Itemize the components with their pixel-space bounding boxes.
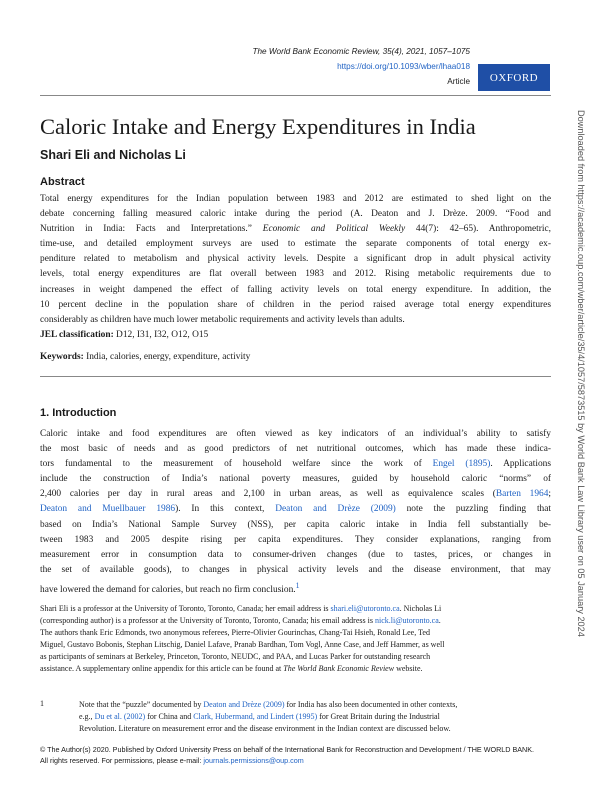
permissions-text: All rights reserved. For permissions, please e-mail:: [40, 756, 204, 765]
text-segment: . Nicholas Li: [399, 604, 442, 613]
text-segment: (corresponding author) is a professor at the University of Toronto, Toronto, Canada; his email address is: [40, 616, 375, 625]
oxford-logo: OXFORD: [478, 64, 550, 91]
article-type: Article: [447, 77, 470, 86]
citation-link[interactable]: Clark, Hubermand, and Lindert (1995): [193, 712, 318, 721]
citation-link[interactable]: Engel (1895): [432, 459, 491, 470]
text-segment: 44(7): 42–65). Anthropometric,: [405, 224, 551, 235]
introduction-line: [40, 533, 551, 548]
italic-text: Economic and Political Weekly: [262, 224, 406, 235]
text-segment: for India has also been documented in other contexts,: [284, 700, 458, 709]
text-segment: as participants of seminars at Berkeley, Princeton, Toronto, NEUDC, and PAA, and Lucas Parker for outstanding research: [40, 652, 431, 661]
copyright: [40, 744, 551, 766]
citation-link[interactable]: Deaton and Drèze (2009): [203, 700, 285, 709]
text-segment: .: [438, 616, 441, 625]
abstract-line: [40, 222, 551, 237]
author-note-line: [40, 627, 551, 639]
authors: Shari Eli and Nicholas Li: [40, 148, 186, 162]
text-segment: The authors thank Eric Edmonds, two anonymous referees, Pierre-Olivier Gourinchas, Chang-Tai Hsieh, Ronald Lee, Ted: [40, 628, 430, 637]
text-segment: 2,400 calories per day in rural areas and 2,100 in urban areas, as well as equivalence scales (: [40, 489, 496, 500]
text-segment: Revolution. Literature on measurement error and the disease environment in the Indian context are discussed below.: [79, 724, 451, 733]
footnote-text: [79, 699, 551, 735]
text-segment: ). In this context,: [175, 504, 276, 515]
footnote-line: [79, 723, 551, 735]
text-segment: e.g.,: [79, 712, 95, 721]
introduction-line: [40, 578, 551, 596]
abstract-heading: Abstract: [40, 176, 85, 188]
text-segment: tors fundamental to the measurement of household welfare since the work of: [40, 459, 433, 470]
introduction-line: [40, 457, 551, 472]
citation-link[interactable]: Deaton and Drèze (2009): [275, 504, 396, 515]
text-segment: ;: [548, 489, 552, 500]
text-segment: include the construction of India’s national poverty measures, guided by household caloric “norms” of: [40, 474, 551, 485]
abstract-divider: [40, 376, 551, 377]
abstract-text: [40, 192, 551, 328]
citation-link[interactable]: shari.eli@utoronto.ca: [330, 604, 400, 613]
header-divider: [40, 95, 551, 96]
citation-link[interactable]: Deaton and Muellbauer 1986: [40, 504, 176, 515]
footnote-number: 1: [40, 699, 44, 708]
author-note-line: [40, 639, 551, 651]
keywords-label: Keywords:: [40, 352, 84, 362]
author-note-line: [40, 651, 551, 663]
permissions-email-link[interactable]: journals.permissions@oup.com: [203, 756, 304, 765]
text-segment: measurement error in consumption data to consumer-driven changes (due to tastes, prices, or changes in: [40, 549, 551, 560]
permissions-line: [40, 755, 551, 766]
jel-classification: [40, 330, 208, 340]
abstract-line: Total energy expenditures for the Indian population between 1983 and 2012 are estimated to shed light on the: [40, 194, 551, 204]
keywords-value: India, calories, energy, expenditure, activity: [83, 352, 251, 362]
text-segment: Shari Eli is a professor at the University of Toronto, Toronto, Canada; her email address is: [40, 604, 331, 613]
introduction-line: [40, 487, 551, 502]
introduction-line: [40, 563, 551, 578]
text-segment: Caloric intake and food expenditures are often viewed as key indicators of an individual’s ability to satisfy: [40, 429, 551, 439]
text-segment: for Great Britain during the Industrial: [317, 712, 440, 721]
text-segment: for China and: [145, 712, 194, 721]
download-note: Downloaded from https://academic.oup.com/wber/article/35/4/1057/5873515 by World Bank Law Library user on 05 January 2024: [576, 110, 586, 637]
text-segment: website.: [394, 664, 423, 673]
footnote-line: [79, 699, 551, 711]
text-segment: based on India’s National Sample Survey (NSS), per capita caloric intake in India fell substantially be-: [40, 519, 551, 530]
text-segment: the set of available goods), to changes in physical activity levels and the disease environment, that may: [40, 564, 551, 575]
abstract-line: levels, total energy expenditures are flat overall between 1983 and 2012. Rising metabolic requirements due to: [40, 269, 551, 280]
text-segment: Note that the “puzzle” documented by: [79, 700, 204, 709]
copyright-line: © The Author(s) 2020. Published by Oxford University Press on behalf of the International Bank for Reconstruction and Development / THE WORLD BANK.: [40, 745, 535, 754]
author-note-line: [40, 663, 551, 675]
abstract-line: penditure related to metabolism and physical activity levels. Despite a significant drop in adult physical activity: [40, 254, 551, 265]
footnote-line: [79, 711, 551, 723]
page-title: Caloric Intake and Energy Expenditures in India: [40, 114, 476, 139]
text-segment: note the puzzling finding that: [395, 504, 551, 515]
text-segment: the most basic of needs and as good predictors of net nutritional outcomes, which has made these indica-: [40, 444, 551, 455]
citation-link[interactable]: Barten 1964: [495, 489, 549, 500]
author-note-line: [40, 615, 551, 627]
journal-header: [252, 44, 470, 89]
introduction-line: [40, 518, 551, 533]
text-segment: have lowered the demand for calories, but reach no firm conclusion.: [40, 585, 296, 596]
introduction-heading: 1. Introduction: [40, 407, 117, 419]
text-segment: assistance. A supplementary online appendix for this article can be found at: [40, 664, 284, 673]
text-segment: tween 1983 and 2005 despite rising per capita expenditures. They consider explanations, ranging from: [40, 534, 551, 545]
journal-citation: The World Bank Economic Review, 35(4), 2021, 1057–1075: [252, 47, 470, 56]
text-segment: Nutrition in India: Facts and Interpretations.”: [40, 224, 263, 235]
text-segment: . Applications: [490, 459, 551, 470]
introduction-line: [40, 502, 551, 517]
introduction-text: [40, 427, 552, 596]
doi-link[interactable]: https://doi.org/10.1093/wber/lhaa018: [337, 62, 470, 71]
introduction-line: [40, 472, 551, 487]
introduction-line: [40, 548, 551, 563]
citation-link[interactable]: nick.li@utoronto.ca: [374, 616, 439, 625]
introduction-line: [40, 427, 551, 442]
introduction-line: [40, 442, 551, 457]
abstract-line: debate concerning falling measured caloric intake during the period (A. Deaton and J. Drèze. 2009. “Food and: [40, 209, 551, 220]
italic-text: The World Bank Economic Review: [283, 664, 395, 673]
text-segment: Miguel, Gustavo Bobonis, Stephan Litschig, Daniel Lafave, Pranab Bardhan, Tom Vogl, Anne Case, and Jeff Hammer, as well: [40, 640, 445, 649]
citation-link[interactable]: Du et al. (2002): [94, 712, 146, 721]
author-note-line: [40, 603, 551, 615]
abstract-line: 10 percent decline in the population share of children in the period raised average total energy expenditures: [40, 299, 551, 310]
jel-value: D12, I31, I32, O12, O15: [113, 330, 209, 340]
abstract-line: considerably as children have much lower metabolic requirements and activity levels than adults.: [40, 314, 405, 325]
jel-label: JEL classification:: [40, 330, 114, 340]
abstract-line: increases in weight dampened the effect of falling activity levels on total energy expenditure. In addition, the: [40, 284, 551, 295]
footnote-marker[interactable]: 1: [295, 580, 300, 590]
author-note: [40, 603, 551, 675]
abstract-line: time-use, and detailed employment surveys are used to estimate the separate components of total energy ex-: [40, 239, 551, 250]
keywords: [40, 352, 250, 362]
